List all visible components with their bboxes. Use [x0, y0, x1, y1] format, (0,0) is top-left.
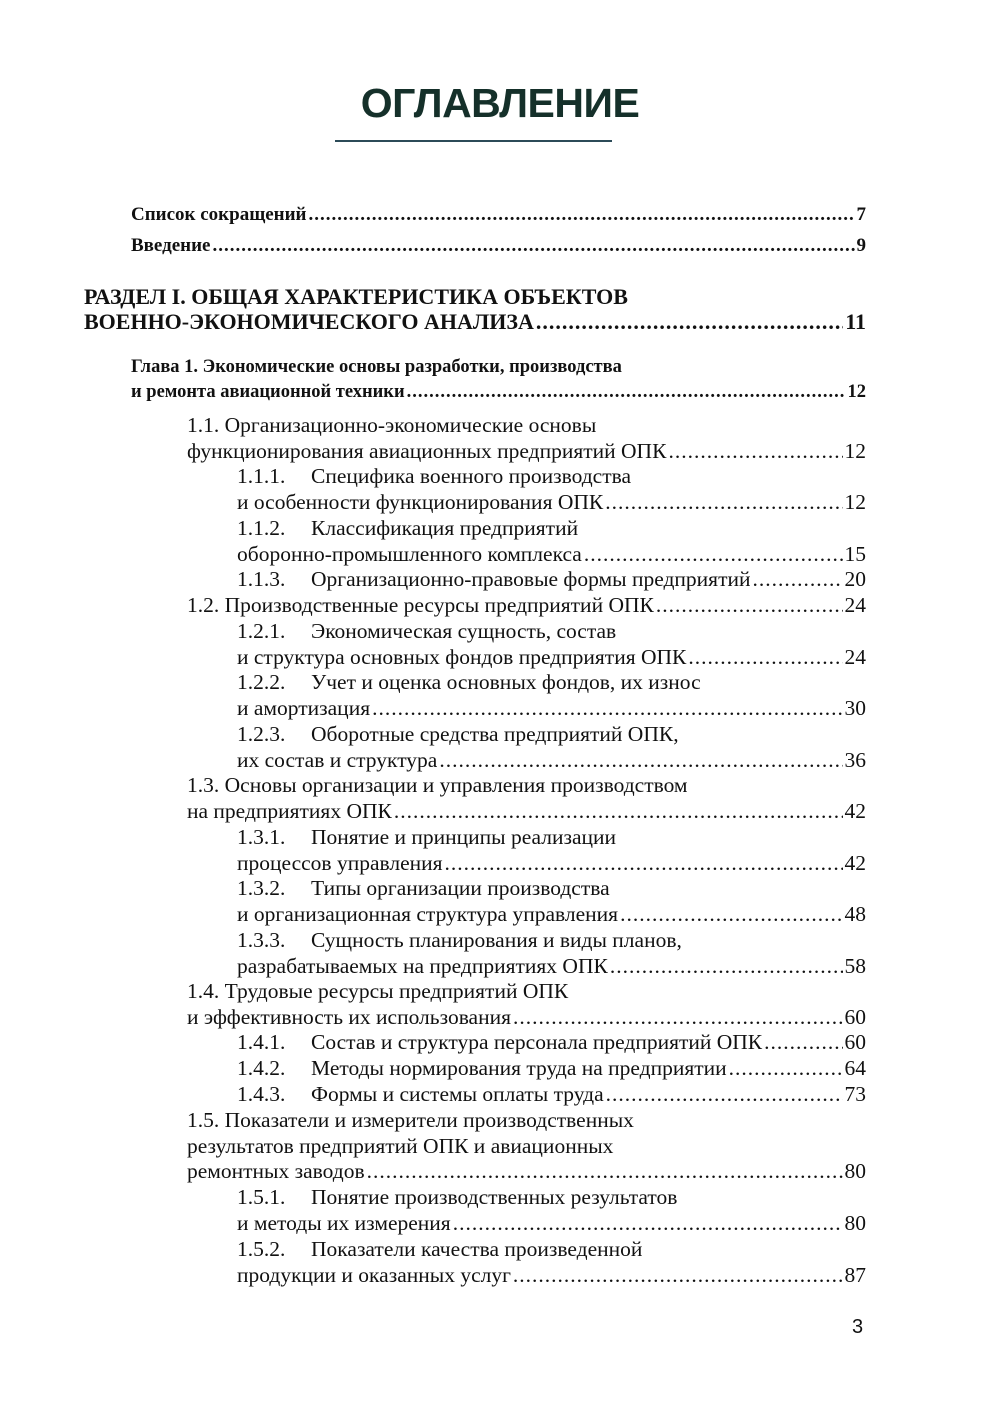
- toc-entry[interactable]: [84, 284, 866, 334]
- toc-entry-line: [237, 1263, 866, 1289]
- toc-entry[interactable]: [237, 567, 866, 593]
- toc-entry-title: Методы нормирования труда на предприятии: [311, 1056, 727, 1080]
- toc-entry-line: [237, 1030, 866, 1056]
- toc-entry-number: 1.2.3.: [237, 722, 286, 746]
- toc-entry-line: [237, 1185, 866, 1211]
- toc-entry-line: [237, 696, 866, 722]
- toc-entry-line: [237, 825, 866, 851]
- dot-leader: [752, 567, 842, 593]
- toc-entry-line: [187, 413, 866, 439]
- page-title: ОГЛАВЛЕНИЕ: [360, 80, 640, 126]
- dot-leader: [439, 748, 842, 774]
- toc-entry-page: 60: [844, 1004, 866, 1029]
- toc-entry[interactable]: [237, 619, 866, 670]
- toc-entry-page: 15: [844, 541, 866, 566]
- toc-entry-page: 64: [844, 1056, 866, 1080]
- toc-entry[interactable]: [237, 670, 866, 721]
- toc-entry-line: [237, 464, 866, 490]
- toc-entry-title: Список сокращений: [131, 204, 307, 225]
- dot-leader: [584, 542, 843, 568]
- dot-leader: [394, 799, 843, 825]
- toc-entry[interactable]: [131, 230, 866, 261]
- toc-entry-page: 42: [844, 798, 866, 823]
- toc-entry-line: [131, 355, 866, 380]
- toc-entry-line: [187, 799, 866, 825]
- dot-leader: [367, 1159, 843, 1185]
- toc-entry-number: 1.2.2.: [237, 670, 286, 694]
- toc-entry-title: 1.1. Организационно-экономические основы: [187, 413, 597, 437]
- toc-entry-page: 58: [844, 953, 866, 978]
- toc-entry-title: Типы организации производства: [311, 876, 610, 900]
- toc-entry-line: [187, 1108, 866, 1134]
- dot-leader: [605, 490, 842, 516]
- toc-entry-number: 1.3.3.: [237, 928, 286, 952]
- toc-entry-line: [237, 876, 866, 902]
- dot-leader: [764, 1030, 842, 1056]
- toc-entry-page: 24: [844, 644, 866, 669]
- toc-entry-line: [131, 380, 866, 405]
- toc-entry-number: 1.5.2.: [237, 1237, 286, 1261]
- toc-entry-number: 1.4.3.: [237, 1082, 286, 1106]
- toc-entry-title: и структура основных фондов предприятия ОПК: [237, 644, 687, 669]
- toc-entry-title: и амортизация: [237, 695, 371, 720]
- dot-leader: [729, 1056, 843, 1082]
- toc-entry[interactable]: [237, 1082, 866, 1108]
- toc-entry-line: [84, 309, 866, 334]
- dot-leader: [610, 954, 843, 980]
- dot-leader: [536, 309, 843, 334]
- toc-entry[interactable]: [237, 1237, 866, 1288]
- dot-leader: [445, 851, 843, 877]
- toc-entry-title: Оборотные средства предприятий ОПК,: [311, 722, 679, 746]
- toc-entry-line: [187, 773, 866, 799]
- toc-entry-title: продукции и оказанных услуг: [237, 1262, 511, 1287]
- toc-entry-title: Формы и системы оплаты труда: [311, 1082, 604, 1106]
- toc-entry-line: [237, 619, 866, 645]
- toc-entry[interactable]: [237, 825, 866, 876]
- toc-entry-title: на предприятиях ОПК: [187, 798, 392, 823]
- toc-entry-line: [237, 954, 866, 980]
- toc-entry-title: Глава 1. Экономические основы разработки, производства: [131, 357, 622, 377]
- dot-leader: [513, 1263, 843, 1289]
- toc-entry-title: Показатели качества произведенной: [311, 1237, 643, 1261]
- toc-entry-page: 24: [844, 593, 866, 617]
- dot-leader: [453, 1211, 843, 1237]
- toc-entry[interactable]: [237, 722, 866, 773]
- toc-entry-title: и организационная структура управления: [237, 901, 619, 926]
- toc-entry-title: функционирования авиационных предприятий ОПК: [187, 438, 667, 463]
- toc-entry[interactable]: [187, 1108, 866, 1185]
- toc-entry-number: 1.1.3.: [237, 567, 286, 591]
- toc-entry-number: 1.2.1.: [237, 619, 286, 643]
- dot-leader: [407, 380, 846, 405]
- toc-entry-line: [237, 928, 866, 954]
- page-number: 3: [852, 1316, 864, 1338]
- toc-entry-page: 12: [847, 382, 866, 402]
- toc-entry-page: 73: [844, 1082, 866, 1106]
- toc-entry[interactable]: [187, 413, 866, 464]
- toc-entry-title: разрабатываемых на предприятиях ОПК: [237, 953, 608, 978]
- toc-entry-title: Введение: [131, 235, 211, 256]
- toc-entry-line: [187, 1159, 866, 1185]
- toc-entry-line: [237, 1237, 866, 1263]
- toc-entry-title: Экономическая сущность, состав: [311, 619, 617, 643]
- toc-entry-title: Состав и структура персонала предприятий ОПК: [311, 1030, 763, 1054]
- toc-entry-line: [237, 670, 866, 696]
- toc-entry-number: 1.1.2.: [237, 516, 286, 540]
- toc-entry-title: Классификация предприятий: [311, 516, 579, 540]
- toc-entry-number: 1.4.1.: [237, 1030, 286, 1054]
- title-underline: [335, 140, 612, 142]
- dot-leader: [668, 439, 842, 465]
- toc-entry-title: ВОЕННО-ЭКОНОМИЧЕСКОГО АНАЛИЗА: [84, 309, 534, 334]
- toc-entry[interactable]: [237, 1185, 866, 1236]
- toc-entry-page: 20: [844, 567, 866, 591]
- toc-entry[interactable]: [237, 516, 866, 567]
- toc-entry-title: Учет и оценка основных фондов, их износ: [311, 670, 701, 694]
- toc-entry-title: 1.5. Показатели и измерители производственных: [187, 1108, 634, 1132]
- toc-entry-page: 9: [856, 235, 866, 256]
- toc-entry-line: [237, 490, 866, 516]
- toc-entry-page: 7: [856, 204, 866, 225]
- toc-entry-title: РАЗДЕЛ I. ОБЩАЯ ХАРАКТЕРИСТИКА ОБЪЕКТОВ: [84, 284, 628, 309]
- dot-leader: [213, 230, 855, 261]
- toc-entry-title: Сущность планирования и виды планов,: [311, 928, 682, 952]
- toc-entry-line: [237, 1056, 866, 1082]
- toc-entry[interactable]: [187, 593, 866, 619]
- toc-entry-line: [237, 748, 866, 774]
- toc-entry-page: 30: [844, 695, 866, 720]
- toc-entry-number: 1.4.2.: [237, 1056, 286, 1080]
- toc-entry-page: 87: [844, 1262, 866, 1287]
- toc-entry-line: [187, 439, 866, 465]
- toc-entry-line: [131, 230, 866, 261]
- toc-entry-title: результатов предприятий ОПК и авиационных: [187, 1133, 614, 1158]
- toc-entry-line: [237, 1082, 866, 1108]
- toc-entry-line: [237, 902, 866, 928]
- dot-leader: [606, 1082, 843, 1108]
- toc-entry[interactable]: [131, 199, 866, 230]
- toc-entry-title: ремонтных заводов: [187, 1159, 365, 1184]
- toc-entry[interactable]: [187, 979, 866, 1030]
- toc-entry[interactable]: [237, 876, 866, 927]
- toc-entry-line: [237, 1211, 866, 1237]
- toc-entry-title: оборонно-промышленного комплекса: [237, 541, 582, 566]
- toc-entry-title: 1.3. Основы организации и управления производством: [187, 773, 688, 797]
- toc-entry[interactable]: [131, 355, 866, 405]
- toc-entry-title: Понятие и принципы реализации: [311, 825, 617, 849]
- toc-entry-line: [187, 1134, 866, 1160]
- toc-entry-page: 11: [845, 309, 866, 334]
- dot-leader: [656, 593, 843, 619]
- toc-entry-line: [131, 199, 866, 230]
- dot-leader: [620, 902, 842, 928]
- dot-leader: [372, 696, 842, 722]
- dot-leader: [309, 199, 855, 230]
- toc-entry-line: [237, 645, 866, 671]
- toc-entry-line: [237, 542, 866, 568]
- dot-leader: [513, 1005, 842, 1031]
- toc-entry[interactable]: [187, 773, 866, 824]
- toc-entry-title: Понятие производственных результатов: [311, 1185, 678, 1209]
- toc-entry-title: Специфика военного производства: [311, 464, 632, 488]
- toc-entry[interactable]: [237, 928, 866, 979]
- toc-entry-line: [84, 284, 866, 309]
- toc-entry-line: [187, 1005, 866, 1031]
- toc-entry-line: [187, 979, 866, 1005]
- toc-entry-page: 60: [844, 1030, 866, 1054]
- toc-entry-title: Организационно-правовые формы предприятий: [311, 567, 751, 591]
- toc-entry[interactable]: [237, 1030, 866, 1056]
- dot-leader: [688, 645, 842, 671]
- toc-entry-page: 12: [844, 438, 866, 463]
- toc-entry-page: 42: [844, 850, 866, 875]
- toc-entry[interactable]: [237, 1056, 866, 1082]
- toc-entry-page: 36: [844, 747, 866, 772]
- toc-entry-page: 48: [844, 901, 866, 926]
- toc-entry-page: 80: [844, 1159, 866, 1184]
- toc-entry-title: и ремонта авиационной техники: [131, 382, 405, 402]
- toc-entry-title: 1.4. Трудовые ресурсы предприятий ОПК: [187, 979, 569, 1003]
- toc-entry-page: 80: [844, 1210, 866, 1235]
- toc-entry-line: [237, 567, 866, 593]
- toc-entry-line: [237, 516, 866, 542]
- toc-entry-line: [237, 722, 866, 748]
- toc-entry-number: 1.3.1.: [237, 825, 286, 849]
- toc-entry-line: [187, 593, 866, 619]
- toc-entry-number: 1.3.2.: [237, 876, 286, 900]
- toc-entry-title: и методы их измерения: [237, 1210, 451, 1235]
- toc-entry[interactable]: [237, 464, 866, 515]
- toc-entry-title: и особенности функционирования ОПК: [237, 489, 604, 514]
- toc-entry-page: 12: [844, 489, 866, 514]
- toc-entry-title: и эффективность их использования: [187, 1004, 512, 1029]
- toc-entry-line: [237, 851, 866, 877]
- toc-entry-title: их состав и структура: [237, 747, 438, 772]
- toc-entry-number: 1.5.1.: [237, 1185, 286, 1209]
- toc-entry-title: процессов управления: [237, 850, 443, 875]
- toc-entry-number: 1.1.1.: [237, 464, 286, 488]
- toc-entry-title: 1.2. Производственные ресурсы предприятий ОПК: [187, 593, 654, 617]
